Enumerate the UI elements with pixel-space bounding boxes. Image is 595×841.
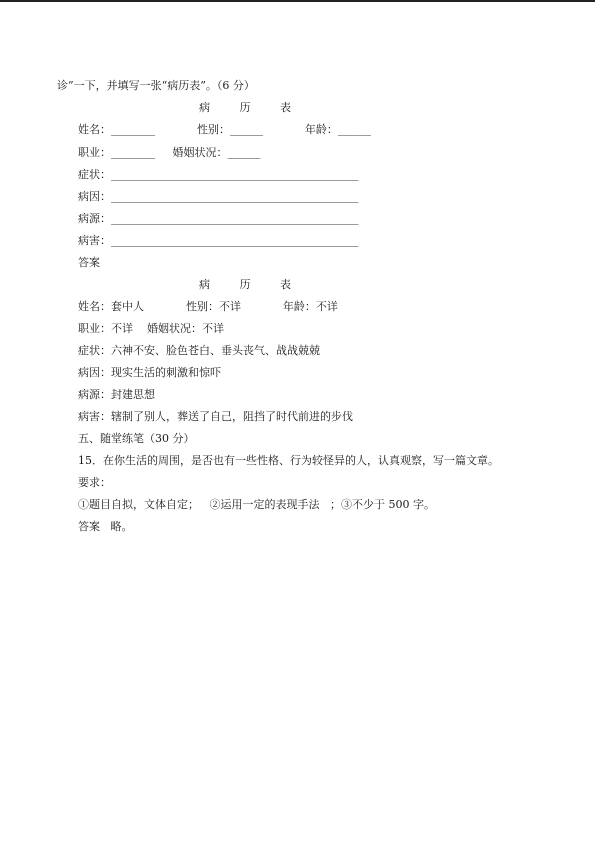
blank-form-row-job-marital: 职业：________ 婚姻状况：______	[78, 146, 261, 159]
blank-form-origin: 病源：_____________________________________________	[78, 212, 359, 225]
top-border-rule	[0, 0, 595, 2]
requirements-label: 要求：	[78, 476, 111, 489]
answer-form-origin: 病源：封建思想	[78, 388, 155, 401]
answer-form-row-job-marital: 职业：不详 婚姻状况：不详	[78, 322, 224, 335]
answer-form-harm: 病害：辖制了别人，葬送了自己，阻挡了时代前进的步伐	[78, 410, 353, 423]
intro-line: 诊”一下，并填写一张“病历表”。（6 分）	[57, 79, 255, 92]
answer-label: 答案	[78, 256, 100, 269]
question-15: 15．在你生活的周围，是否也有一些性格、行为较怪异的人，认真观察，写一篇文章。	[78, 454, 499, 467]
section-5-heading: 五、随堂练笔（30 分）	[78, 432, 195, 445]
blank-form-row-name-sex-age: 姓名：________ 性别：______ 年龄：______	[78, 123, 371, 136]
answer-form-cause: 病因：现实生活的刺激和惊吓	[78, 366, 221, 379]
blank-form-symptom: 症状：_____________________________________________	[78, 168, 359, 181]
blank-form-title: 病 历 表	[199, 101, 304, 114]
requirements-list: ①题目自拟，文体自定； ②运用一定的表现手法 ；③不少于 500 字。	[78, 498, 435, 511]
answer-form-title: 病 历 表	[199, 278, 304, 291]
blank-form-cause: 病因：_____________________________________________	[78, 190, 359, 203]
blank-form-harm: 病害：_____________________________________________	[78, 234, 359, 247]
answer-form-row-name-sex-age: 姓名：套中人 性别：不详 年龄：不详	[78, 300, 338, 313]
section-5-answer: 答案 略。	[78, 520, 133, 533]
answer-form-symptom: 症状：六神不安、脸色苍白、垂头丧气、战战兢兢	[78, 344, 320, 357]
